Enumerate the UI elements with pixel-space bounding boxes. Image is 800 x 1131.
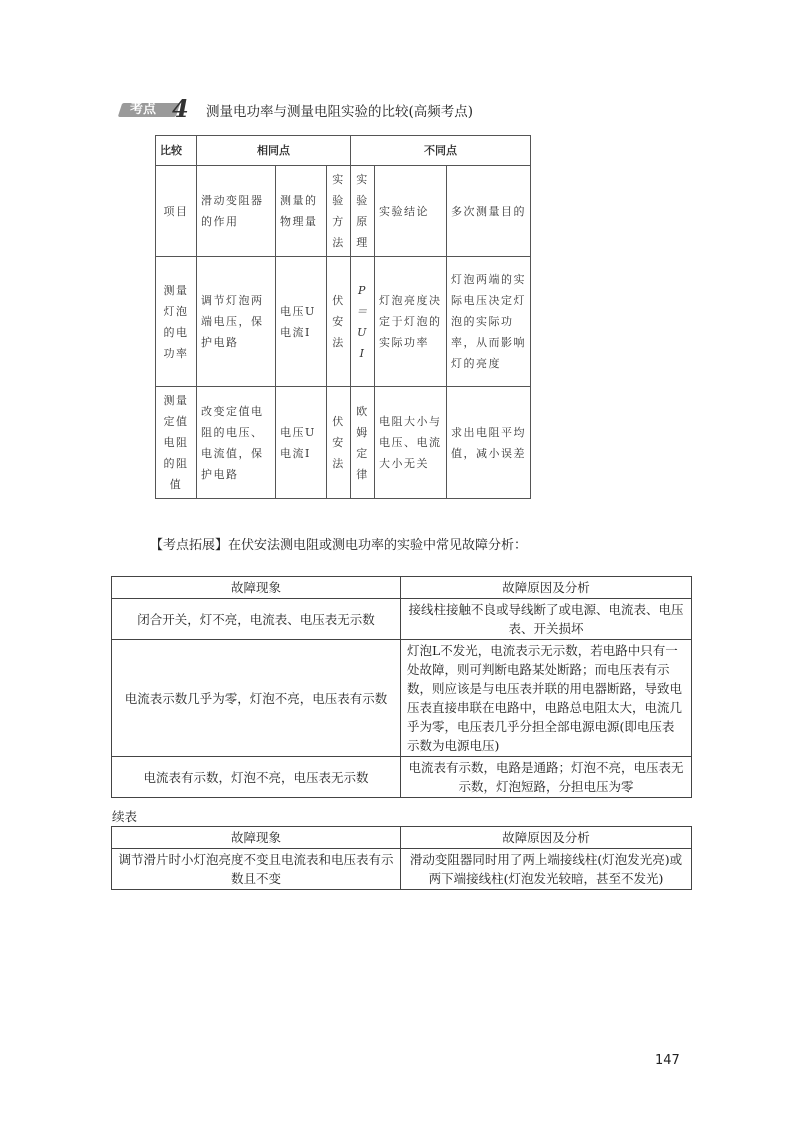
table-row: [112, 849, 692, 890]
page-number: 147: [655, 1053, 680, 1068]
fault-phenomenon: 电流表示数几乎为零，灯泡不亮，电压表有示数: [112, 640, 401, 757]
subheader-rheostat: 滑动变阻器的作用: [197, 166, 276, 257]
subheader-item: 项目: [156, 166, 197, 257]
fault-cause: 电流表有示数，电路是通路；灯泡不亮，电压表无示数，灯泡短路，分担电压为零: [401, 757, 692, 798]
subheader-quantity: 测量的物理量: [276, 166, 327, 257]
fault-header-phenomenon: 故障现象: [112, 827, 401, 849]
row-method: 伏安法: [327, 387, 351, 499]
subheader-method: 实验方法: [327, 166, 351, 257]
fault-header-row: [112, 577, 692, 599]
row-rheostat: 改变定值电阻的电压、电流值，保护电路: [197, 387, 276, 499]
row-principle: 欧姆定律: [351, 387, 375, 499]
section-badge: [120, 94, 196, 123]
table-subheader-row: [156, 166, 531, 257]
table-row: [156, 257, 531, 387]
fault-phenomenon: 电流表有示数，灯泡不亮，电压表无示数: [112, 757, 401, 798]
continued-label: 续表: [112, 809, 138, 824]
section-title: 测量电功率与测量电阻实验的比较(高频考点): [206, 104, 474, 120]
extension-line: [150, 534, 527, 553]
row-conclusion: 灯泡亮度决定于灯泡的实际功率: [375, 257, 447, 387]
fault-cause: 接线柱接触不良或导线断了或电源、电流表、电压表、开关损坏: [401, 599, 692, 640]
row-item: 测量定值电阻的阻值: [156, 387, 197, 499]
quantity-voltage: 电压U: [280, 425, 316, 439]
header-different: 不同点: [351, 136, 531, 166]
fault-header-cause: 故障原因及分析: [401, 827, 692, 849]
subheader-purpose: 多次测量目的: [447, 166, 531, 257]
header-compare: 比较: [156, 136, 197, 166]
quantity-current: 电流I: [280, 446, 311, 460]
row-item: 测量灯泡的电功率: [156, 257, 197, 387]
fault-cause: 灯泡L不发光，电流表示无示数，若电路中只有一处故障，则可判断电路某处断路；而电压表有示数，则应该是与电压表并联的用电器断路，导致电压表直接串联在电路中，电路总电阻太大，电流几乎为零，电压表几乎分担全部电源电源(即电压表示数为电源电压): [401, 640, 692, 757]
fault-header-row: [112, 827, 692, 849]
fault-cause: 滑动变阻器同时用了两上端接线柱(灯泡发光亮)或两下端接线柱(灯泡发光较暗，甚至不发光): [401, 849, 692, 890]
extension-label: 【考点拓展】: [150, 538, 229, 553]
fault-phenomenon: 调节滑片时小灯泡亮度不变且电流表和电压表有示数且不变: [112, 849, 401, 890]
row-rheostat: 调节灯泡两端电压，保护电路: [197, 257, 276, 387]
fault-table-continued: [111, 826, 692, 890]
quantity-voltage: 电压U: [280, 304, 316, 318]
quantity-current: 电流I: [280, 325, 311, 339]
table-row: [112, 640, 692, 757]
badge-number: 4: [172, 94, 189, 123]
row-purpose: 灯泡两端的实际电压决定灯泡的实际功率，从而影响灯的亮度: [447, 257, 531, 387]
row-quantity: [276, 257, 327, 387]
table-header-row: [156, 136, 531, 166]
header-same: 相同点: [197, 136, 351, 166]
extension-text: 在伏安法测电阻或测电功率的实验中常见故障分析：: [228, 538, 528, 553]
row-quantity: [276, 387, 327, 499]
row-conclusion: 电阻大小与电压、电流大小无关: [375, 387, 447, 499]
table-row: [112, 757, 692, 798]
subheader-conclusion: 实验结论: [375, 166, 447, 257]
comparison-table: [155, 135, 531, 499]
badge-label: 考点: [130, 102, 157, 117]
fault-header-cause: 故障原因及分析: [401, 577, 692, 599]
section-header: [120, 94, 474, 123]
fault-header-phenomenon: 故障现象: [112, 577, 401, 599]
fault-table: [111, 576, 692, 798]
row-purpose: 求出电阻平均值，减小误差: [447, 387, 531, 499]
subheader-principle: 实验原理: [351, 166, 375, 257]
table-row: [112, 599, 692, 640]
table-row: [156, 387, 531, 499]
row-principle: P＝UI: [351, 257, 375, 387]
fault-phenomenon: 闭合开关，灯不亮，电流表、电压表无示数: [112, 599, 401, 640]
row-method: 伏安法: [327, 257, 351, 387]
